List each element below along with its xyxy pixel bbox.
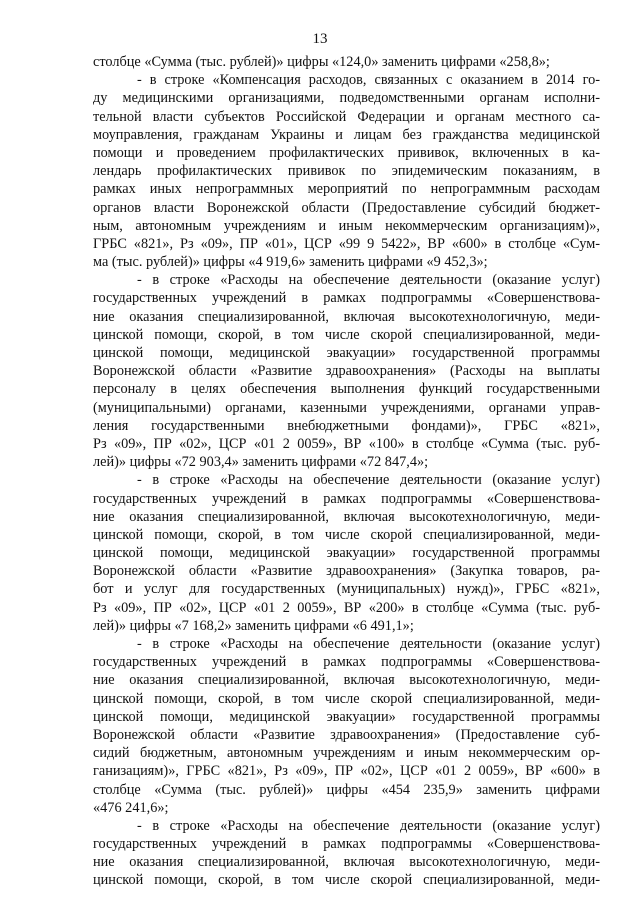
text-line: - в строке «Расходы на обеспечение деятельности (оказание услуг) <box>137 472 600 489</box>
text-line: государственных учреждений в рамках подпрограммы «Совершенствова- <box>93 836 600 853</box>
text-line: (муниципальными) органами, казенными учреждениями, органами управ- <box>93 399 600 416</box>
text-line: ние оказания специализированной, включая высокотехнологичную, меди- <box>93 672 600 689</box>
text-line: Воронежской области «Развитие здравоохранения» (Предоставление суб- <box>93 726 600 743</box>
text-line: - в строке «Компенсация расходов, связанных с оказанием в 2014 го- <box>137 72 600 89</box>
text-line: цинской помощи, скорой, в том числе скорой специализированной, меди- <box>93 526 600 543</box>
text-line: сидий бюджетным, автономным учреждениям и иным некоммерческим ор- <box>93 745 600 762</box>
text-line: государственных учреждений в рамках подпрограммы «Совершенствова- <box>93 490 600 507</box>
text-line: ма (тыс. рублей)» цифры «4 919,6» заменить цифрами «9 452,3»; <box>93 254 488 271</box>
page-number: 13 <box>312 31 328 47</box>
text-line: столбце «Сумма (тыс. рублей)» цифры «124,0» заменить цифрами «258,8»; <box>93 54 550 70</box>
text-line: помощи и проведением профилактических прививок, включенных в ка- <box>93 144 600 161</box>
text-line: - в строке «Расходы на обеспечение деятельности (оказание услуг) <box>137 636 600 652</box>
document-body <box>93 53 600 890</box>
text-line: - в строке «Расходы на обеспечение деятельности (оказание услуг) <box>137 272 600 289</box>
text-line: лендарь профилактических прививок по эпидемическим показаниям, в <box>93 163 600 180</box>
text-line: ние оказания специализированной, включая высокотехнологичную, меди- <box>93 508 600 525</box>
text-line: моуправления, гражданам Украины и лицам без гражданства медицинской <box>93 126 600 143</box>
text-line: - в строке «Расходы на обеспечение деятельности (оказание услуг) <box>137 817 600 834</box>
text-line: столбце «Сумма (тыс. рублей)» цифры «454 235,9» заменить цифрами <box>93 781 600 798</box>
text-line: тельной власти субъектов Российской Федерации и органам местного са- <box>93 108 600 125</box>
text-line: Рз «09», ПР «02», ЦСР «01 2 0059», ВР «200» в столбце «Сумма (тыс. руб- <box>93 599 600 616</box>
text-line: ным, автономным учреждениям и иным некоммерческим организациям)», <box>93 217 600 234</box>
text-line: Воронежской области «Развитие здравоохранения» (Расходы на выплаты <box>93 363 600 380</box>
text-line: ганизациям)», ГРБС «821», Рз «09», ПР «02», ЦСР «01 2 0059», ВР «600» в <box>93 763 600 780</box>
text-line: цинской помощи, скорой, в том числе скорой специализированной, меди- <box>93 690 600 707</box>
text-line: цинской помощи, скорой, в том числе скорой специализированной, меди- <box>93 326 600 343</box>
text-line: лей)» цифры «7 168,2» заменить цифрами «6 491,1»; <box>93 617 414 634</box>
text-line: Воронежской области «Развитие здравоохранения» (Закупка товаров, ра- <box>93 563 600 580</box>
text-line: цинской помощи, медицинской эвакуации» государственной программы <box>93 545 600 562</box>
text-line: цинской помощи, скорой, в том числе скорой специализированной, меди- <box>93 872 600 889</box>
text-line: ние оказания специализированной, включая высокотехнологичную, меди- <box>93 854 600 871</box>
text-line: ние оказания специализированной, включая высокотехнологичную, меди- <box>93 308 600 325</box>
text-line: цинской помощи, медицинской эвакуации» государственной программы <box>93 345 600 361</box>
text-line: органов власти Воронежской области (Предоставление субсидий бюджет- <box>93 199 600 216</box>
text-line: ду медицинскими организациями, подведомственными органам исполни- <box>93 90 600 107</box>
text-line: «476 241,6»; <box>93 799 169 816</box>
text-line: лей)» цифры «72 903,4» заменить цифрами «72 847,4»; <box>93 454 429 471</box>
text-line: государственных учреждений в рамках подпрограммы «Совершенствова- <box>93 290 600 307</box>
text-line: ГРБС «821», Рз «09», ПР «01», ЦСР «99 9 5422», ВР «600» в столбце «Сум- <box>93 235 600 252</box>
text-line: ления государственными внебюджетными фондами)», ГРБС «821», <box>93 417 600 434</box>
text-line: персоналу в целях обеспечения выполнения функций государственными <box>93 381 600 398</box>
text-line: государственных учреждений в рамках подпрограммы «Совершенствова- <box>93 654 600 671</box>
text-line: Рз «09», ПР «02», ЦСР «01 2 0059», ВР «100» в столбце «Сумма (тыс. руб- <box>93 435 600 452</box>
text-line: рамках иных непрограммных мероприятий по непрограммным расходам <box>93 181 600 198</box>
text-line: бот и услуг для государственных (муниципальных) нужд)», ГРБС «821», <box>93 581 600 598</box>
text-line: цинской помощи, медицинской эвакуации» государственной программы <box>93 708 600 725</box>
